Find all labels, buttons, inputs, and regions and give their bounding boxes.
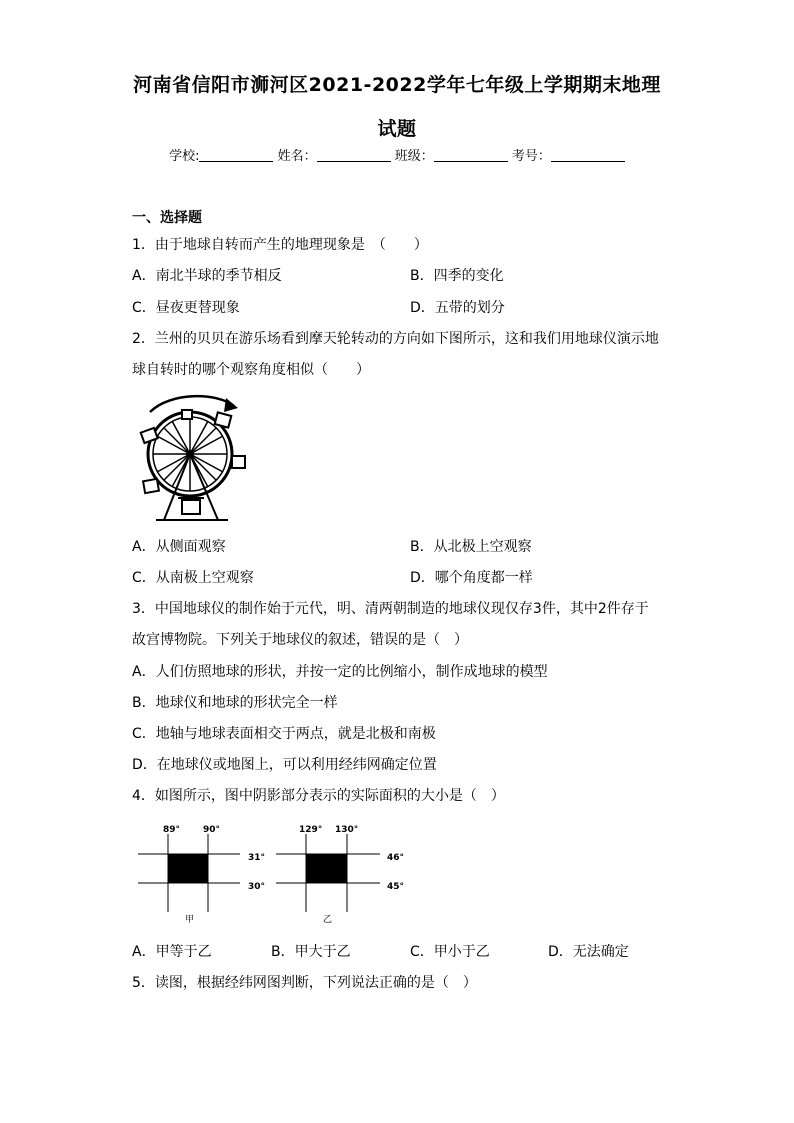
exam-number-label: 考号： <box>511 149 551 164</box>
class-label: 班级： <box>394 149 434 164</box>
q1-option-a[interactable]: A．南北半球的季节相反 <box>132 268 282 284</box>
arrow-head-icon <box>224 398 238 412</box>
school-label: 学校: <box>169 149 200 164</box>
q4-option-b[interactable]: B．甲大于乙 <box>271 944 351 960</box>
q1-option-c[interactable]: C．昼夜更替现象 <box>132 300 240 316</box>
yi-label: 乙 <box>323 915 333 925</box>
name-label: 姓名： <box>277 149 317 164</box>
question-3-stem-line1: 3．中国地球仪的制作始于元代，明、清两朝制造的地球仪现仅存3件，其中2件存于 <box>132 601 649 617</box>
q2-option-d[interactable]: D．哪个角度都一样 <box>410 570 533 586</box>
yi-lat-top: 46° <box>387 853 405 863</box>
q3-option-d[interactable]: D．在地球仪或地图上，可以利用经纬网确定位置 <box>132 757 437 773</box>
jia-lon-left: 89° <box>163 825 181 835</box>
page-title-line2: 试题 <box>377 118 417 140</box>
jia-lat-top: 31° <box>248 853 266 863</box>
q4-option-c[interactable]: C．甲小于乙 <box>410 944 490 960</box>
jia-lon-right: 90° <box>203 825 221 835</box>
question-2-stem-line1: 2．兰州的贝贝在游乐场看到摩天轮转动的方向如下图所示，这和我们用地球仪演示地 <box>132 331 659 347</box>
q3-option-b[interactable]: B．地球仪和地球的形状完全一样 <box>132 695 338 711</box>
q3-option-c[interactable]: C．地轴与地球表面相交于两点，就是北极和南极 <box>132 726 436 742</box>
q4-option-d[interactable]: D．无法确定 <box>548 944 629 960</box>
question-1-stem: 1．由于地球自转而产生的地理现象是 （ ） <box>132 237 428 253</box>
yi-lon-left: 129° <box>299 825 323 835</box>
question-3-stem-line2: 故宫博物院。下列关于地球仪的叙述，错误的是（ ） <box>132 632 468 648</box>
q2-option-b[interactable]: B．从北极上空观察 <box>410 539 532 555</box>
q1-option-d[interactable]: D．五带的划分 <box>410 300 505 316</box>
page-title-line1: 河南省信阳市浉河区2021-2022学年七年级上学期期末地理 <box>133 74 661 96</box>
student-info-line <box>0 145 794 164</box>
question-4-stem: 4．如图所示，图中阴影部分表示的实际面积的大小是（ ） <box>132 788 505 804</box>
q2-option-c[interactable]: C．从南极上空观察 <box>132 570 254 586</box>
question-5-stem: 5．读图，根据经纬网图判断，下列说法正确的是（ ） <box>132 975 477 991</box>
jia-label: 甲 <box>185 915 195 925</box>
shaded-area-jia <box>168 854 208 883</box>
question-2-stem-line2: 球自转时的哪个观察角度相似（ ） <box>132 362 370 378</box>
section-heading: 一、选择题 <box>132 210 202 226</box>
school-blank[interactable] <box>199 149 273 162</box>
name-blank[interactable] <box>317 149 391 162</box>
graticule-yi <box>276 825 404 925</box>
graticule-figure <box>130 820 420 930</box>
q4-option-a[interactable]: A．甲等于乙 <box>132 944 212 960</box>
graticule-jia <box>138 825 265 925</box>
ferris-wheel-figure <box>138 390 250 525</box>
shaded-area-yi <box>306 854 347 883</box>
yi-lat-bottom: 45° <box>387 882 405 892</box>
q2-option-a[interactable]: A．从侧面观察 <box>132 539 226 555</box>
exam-number-blank[interactable] <box>551 149 625 162</box>
q3-option-a[interactable]: A．人们仿照地球的形状，并按一定的比例缩小，制作成地球的模型 <box>132 664 548 680</box>
jia-lat-bottom: 30° <box>248 882 266 892</box>
q1-option-b[interactable]: B．四季的变化 <box>410 268 504 284</box>
yi-lon-right: 130° <box>335 825 359 835</box>
class-blank[interactable] <box>434 149 508 162</box>
